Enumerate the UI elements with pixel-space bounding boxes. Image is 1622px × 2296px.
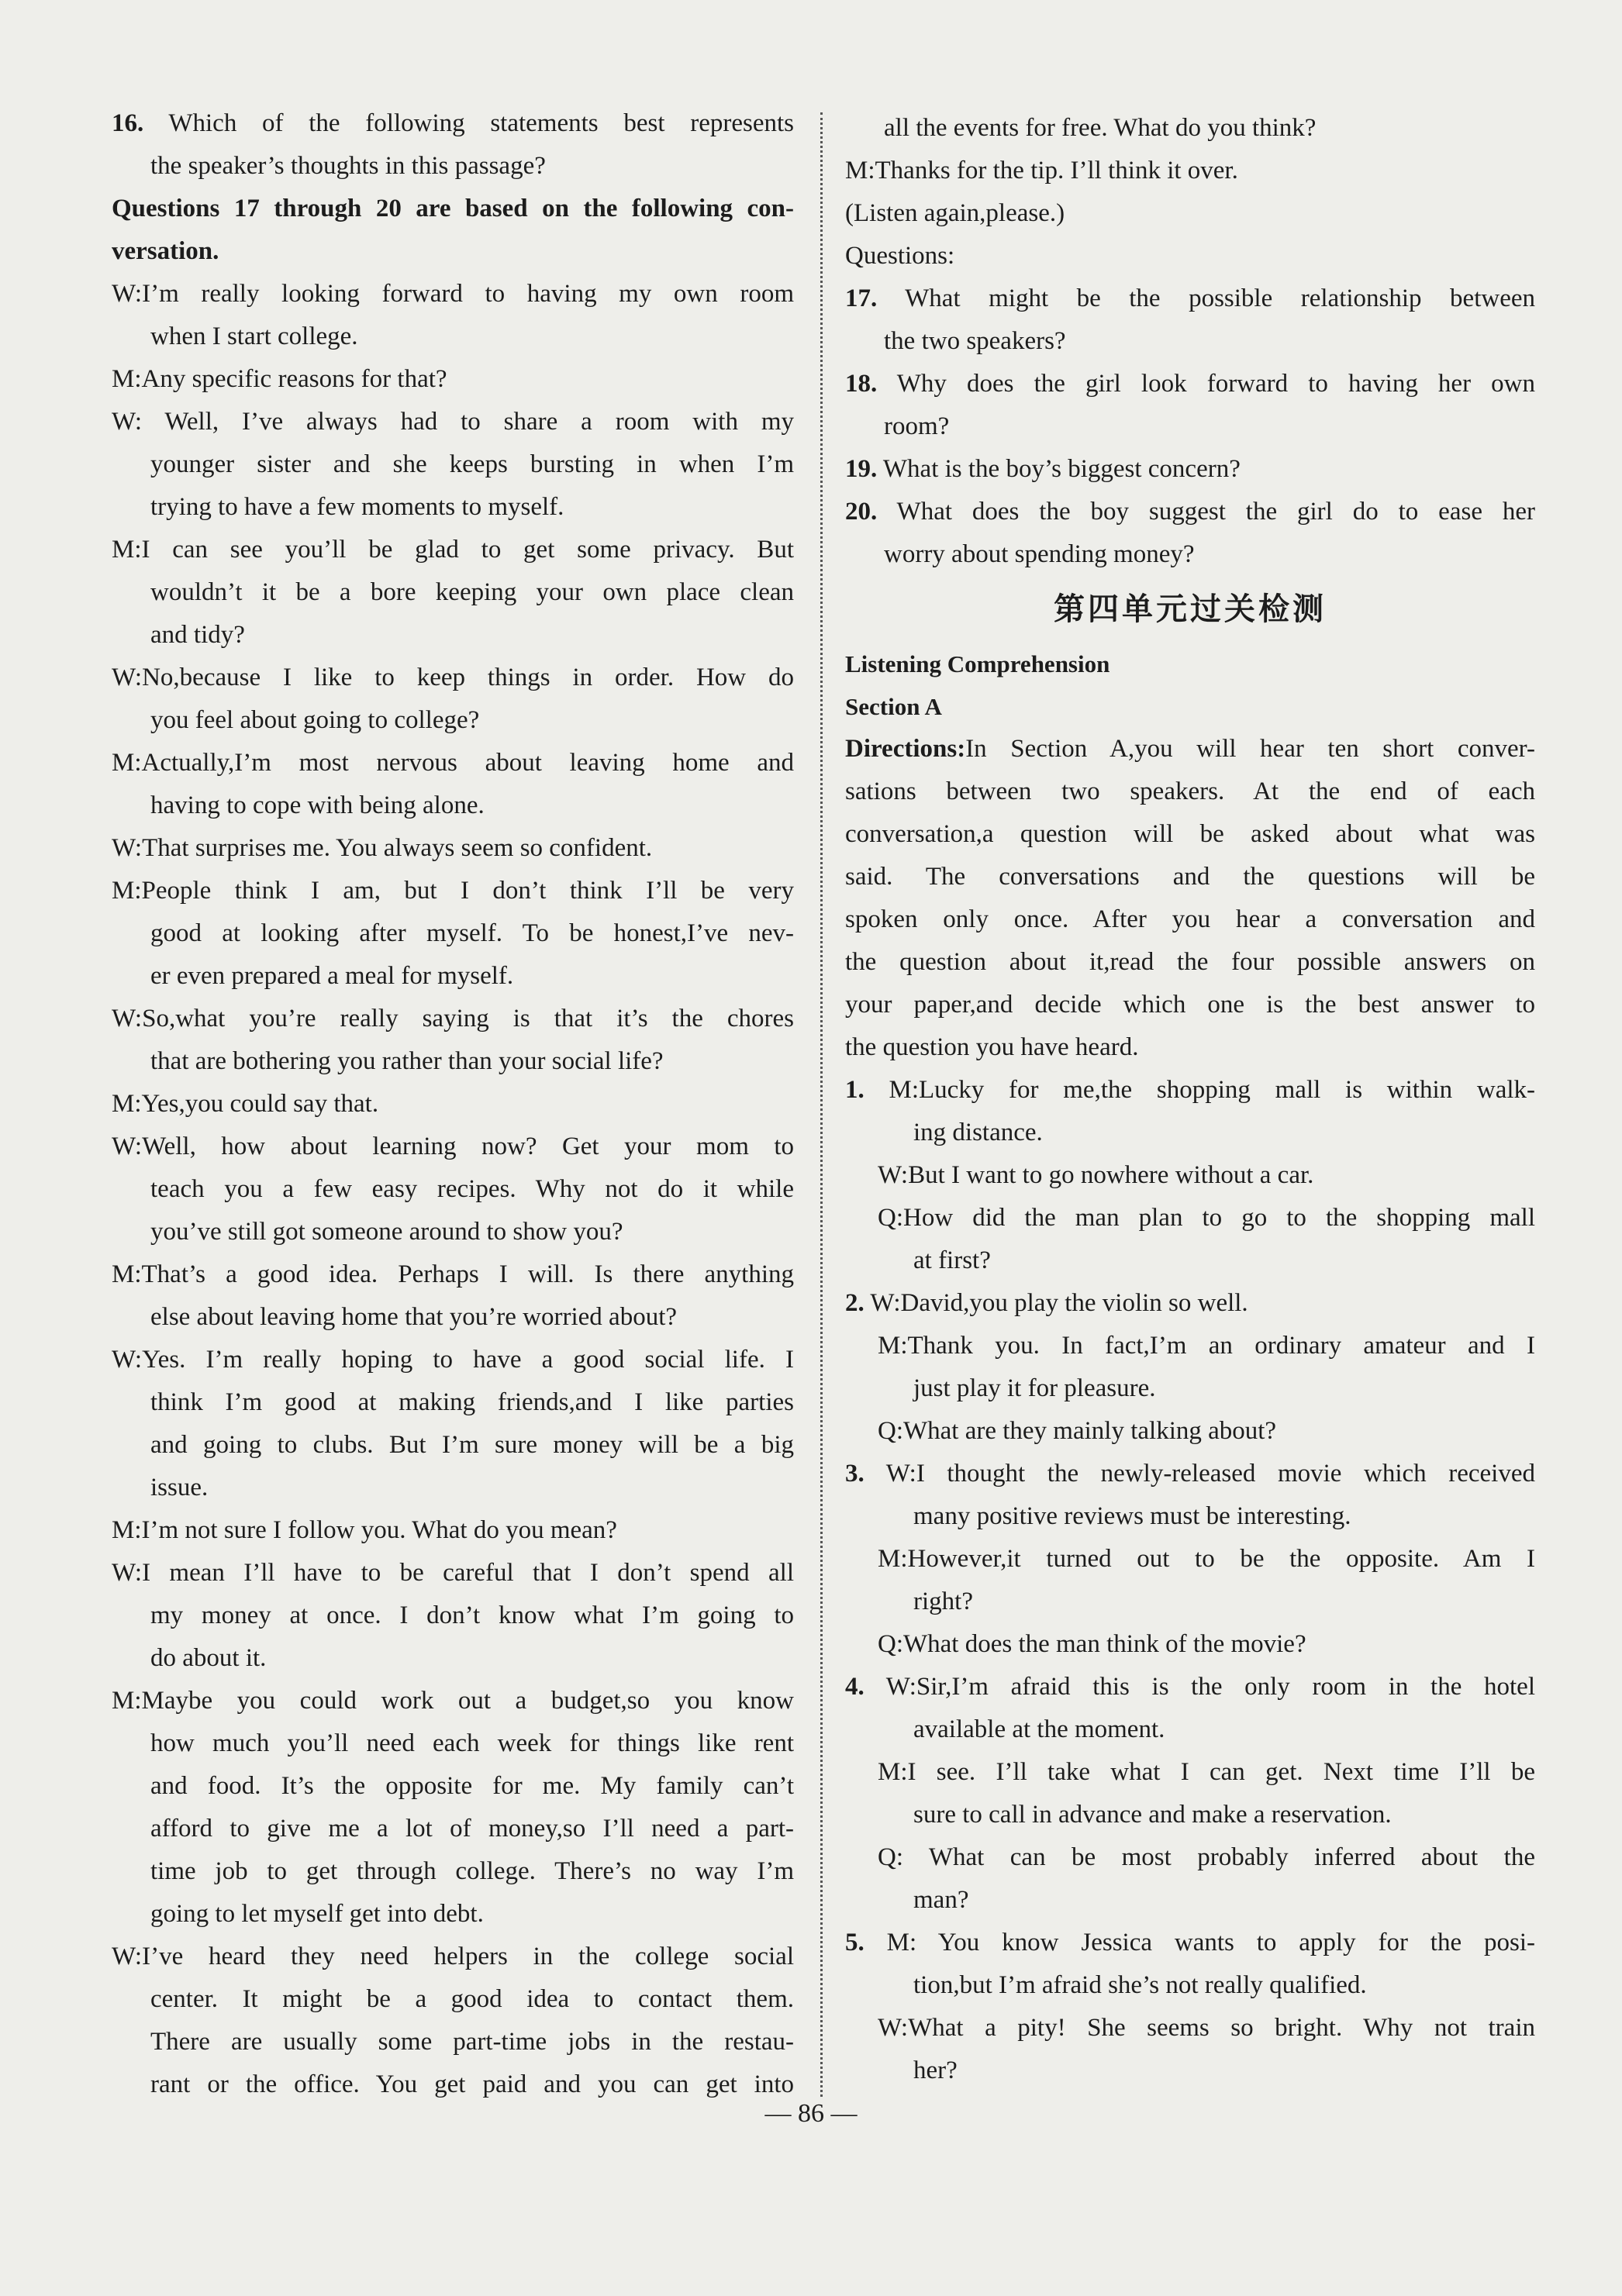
- right-column-bottom: [845, 728, 1535, 2092]
- text-line: W:I’ve heard they need helpers in the college social: [112, 1943, 794, 1970]
- text-line: M:Actually,I’m most nervous about leaving home and: [112, 749, 794, 777]
- text-line: going to let myself get into debt.: [150, 1900, 484, 1928]
- right-column-top: [845, 107, 1535, 576]
- text-line: all the events for free. What do you think?: [884, 114, 1317, 142]
- text-line: sations between two speakers. At the end of each: [845, 777, 1535, 805]
- text-line: er even prepared a meal for myself.: [150, 962, 514, 990]
- text-line: 1. M:Lucky for me,the shopping mall is within walk-: [845, 1076, 1535, 1104]
- text-line: ing distance.: [913, 1119, 1043, 1146]
- text-line: W:Well, how about learning now? Get your mom to: [112, 1132, 794, 1160]
- text-line: and going to clubs. But I’m sure money will be a big: [150, 1431, 794, 1459]
- text-line: M:People think I am, but I don’t think I’ll be very: [112, 877, 794, 905]
- text-line: teach you a few easy recipes. Why not do it while: [150, 1175, 794, 1203]
- text-line: W:Yes. I’m really hoping to have a good social life. I: [112, 1346, 794, 1374]
- text-line: spoken only once. After you hear a conversation and: [845, 905, 1535, 933]
- text-line: W:That surprises me. You always seem so confident.: [112, 834, 653, 862]
- text-line: M:I can see you’ll be glad to get some privacy. But: [112, 536, 794, 564]
- text-line: that are bothering you rather than your social life?: [150, 1047, 664, 1075]
- text-line: center. It might be a good idea to contact them.: [150, 1985, 794, 2013]
- text-line: (Listen again,please.): [845, 199, 1065, 227]
- text-line: W:No,because I like to keep things in order. How do: [112, 664, 794, 691]
- text-line: good at looking after myself. To be honest,I’ve nev-: [150, 919, 794, 947]
- text-line: younger sister and she keeps bursting in when I’m: [150, 450, 794, 478]
- text-line: my money at once. I don’t know what I’m going to: [150, 1601, 794, 1629]
- left-column: [112, 102, 794, 2106]
- text-line: the speaker’s thoughts in this passage?: [150, 152, 546, 180]
- text-line: said. The conversations and the questions will be: [845, 863, 1535, 891]
- text-line: Q:How did the man plan to go to the shopping mall: [878, 1204, 1535, 1232]
- text-line: room?: [884, 412, 950, 440]
- text-line: many positive reviews must be interesting.: [913, 1502, 1351, 1530]
- text-line: just play it for pleasure.: [913, 1374, 1156, 1402]
- text-line: W:But I want to go nowhere without a car.: [878, 1161, 1314, 1189]
- text-line: 17. What might be the possible relationship between: [845, 284, 1535, 312]
- text-line: M:Any specific reasons for that?: [112, 365, 447, 393]
- text-line: the question about it,read the four possible answers on: [845, 948, 1535, 976]
- text-line: 19. What is the boy’s biggest concern?: [845, 455, 1241, 483]
- text-line: W:So,what you’re really saying is that it’s the chores: [112, 1005, 794, 1033]
- text-line: M:I’m not sure I follow you. What do you mean?: [112, 1516, 617, 1544]
- text-line: trying to have a few moments to myself.: [150, 493, 564, 521]
- text-line: W:I mean I’ll have to be careful that I don’t spend all: [112, 1559, 794, 1587]
- text-line: Q: What can be most probably inferred about the: [878, 1843, 1535, 1871]
- text-line: 2. W:David,you play the violin so well.: [845, 1289, 1248, 1317]
- text-line: versation.: [112, 237, 219, 265]
- text-line: M:Thanks for the tip. I’ll think it over.: [845, 157, 1238, 184]
- text-line: you’ve still got someone around to show you?: [150, 1218, 623, 1246]
- text-line: W: Well, I’ve always had to share a room with my: [112, 408, 794, 436]
- text-line: Q:What does the man think of the movie?: [878, 1630, 1306, 1658]
- text-line: available at the moment.: [913, 1715, 1165, 1743]
- text-line: 20. What does the boy suggest the girl do to ease her: [845, 498, 1535, 526]
- text-line: when I start college.: [150, 322, 358, 350]
- text-line: 5. M: You know Jessica wants to apply for the posi-: [845, 1929, 1535, 1956]
- text-line: 18. Why does the girl look forward to having her own: [845, 370, 1535, 398]
- text-line: 16. Which of the following statements best represents: [112, 109, 794, 137]
- directions-label: Directions:: [845, 735, 966, 763]
- text-line: 3. W:I thought the newly-released movie which received: [845, 1460, 1535, 1488]
- text-line: having to cope with being alone.: [150, 791, 485, 819]
- text-line: M:That’s a good idea. Perhaps I will. Is there anything: [112, 1260, 794, 1288]
- text-line: rant or the office. You get paid and you can get into: [150, 2070, 794, 2098]
- text-line: her?: [913, 2056, 958, 2084]
- text-line: W:What a pity! She seems so bright. Why not train: [878, 2014, 1535, 2042]
- text-line: else about leaving home that you’re worried about?: [150, 1303, 678, 1331]
- text-line: Q:What are they mainly talking about?: [878, 1417, 1277, 1445]
- text-line: worry about spending money?: [884, 540, 1195, 568]
- unit-heading: 第四单元过关检测: [1054, 591, 1327, 627]
- text-line: Questions:: [845, 242, 955, 270]
- text-line: think I’m good at making friends,and I like parties: [150, 1388, 794, 1416]
- text-line: W:I’m really looking forward to having my own room: [112, 280, 794, 308]
- text-line: time job to get through college. There’s no way I’m: [150, 1857, 794, 1885]
- text-line: conversation,a question will be asked about what was: [845, 820, 1535, 848]
- text-line: M:Maybe you could work out a budget,so you know: [112, 1687, 794, 1715]
- text-line: right?: [913, 1588, 973, 1615]
- text-line: and tidy?: [150, 621, 245, 649]
- text-line: sure to call in advance and make a reservation.: [913, 1801, 1392, 1829]
- text-line: tion,but I’m afraid she’s not really qualified.: [913, 1971, 1367, 1999]
- text-line: M:Thank you. In fact,I’m an ordinary amateur and I: [878, 1332, 1535, 1360]
- text-line: your paper,and decide which one is the best answer to: [845, 991, 1535, 1019]
- text-line: M:I see. I’ll take what I can get. Next time I’ll be: [878, 1758, 1535, 1786]
- text-line: afford to give me a lot of money,so I’ll need a part-: [150, 1815, 794, 1843]
- text-line: and food. It’s the opposite for me. My family can’t: [150, 1772, 794, 1800]
- section-subtitle: Section A: [845, 693, 942, 720]
- text-line: man?: [913, 1886, 969, 1914]
- text-line: wouldn’t it be a bore keeping your own place clean: [150, 578, 794, 606]
- text-line: M:Yes,you could say that.: [112, 1090, 379, 1118]
- page-number: — 86 —: [764, 2099, 858, 2128]
- text-line: Questions 17 through 20 are based on the following con-: [112, 195, 794, 222]
- text-line: the question you have heard.: [845, 1033, 1139, 1061]
- text-line: issue.: [150, 1474, 209, 1501]
- text-line: 4. W:Sir,I’m afraid this is the only room in the hotel: [845, 1673, 1535, 1701]
- section-title: Listening Comprehension: [845, 650, 1110, 677]
- text-line: Directions:In Section A,you will hear ten short conver-: [845, 735, 1535, 763]
- text-line: the two speakers?: [884, 327, 1066, 355]
- text-line: at first?: [913, 1246, 991, 1274]
- text-line: do about it.: [150, 1644, 267, 1672]
- text-line: M:However,it turned out to be the opposite. Am I: [878, 1545, 1535, 1573]
- text-line: how much you’ll need each week for things like rent: [150, 1729, 794, 1757]
- column-divider: [820, 112, 823, 2097]
- right-column: [845, 107, 1535, 2092]
- text-line: There are usually some part-time jobs in the restau-: [150, 2028, 794, 2056]
- text-line: you feel about going to college?: [150, 706, 480, 734]
